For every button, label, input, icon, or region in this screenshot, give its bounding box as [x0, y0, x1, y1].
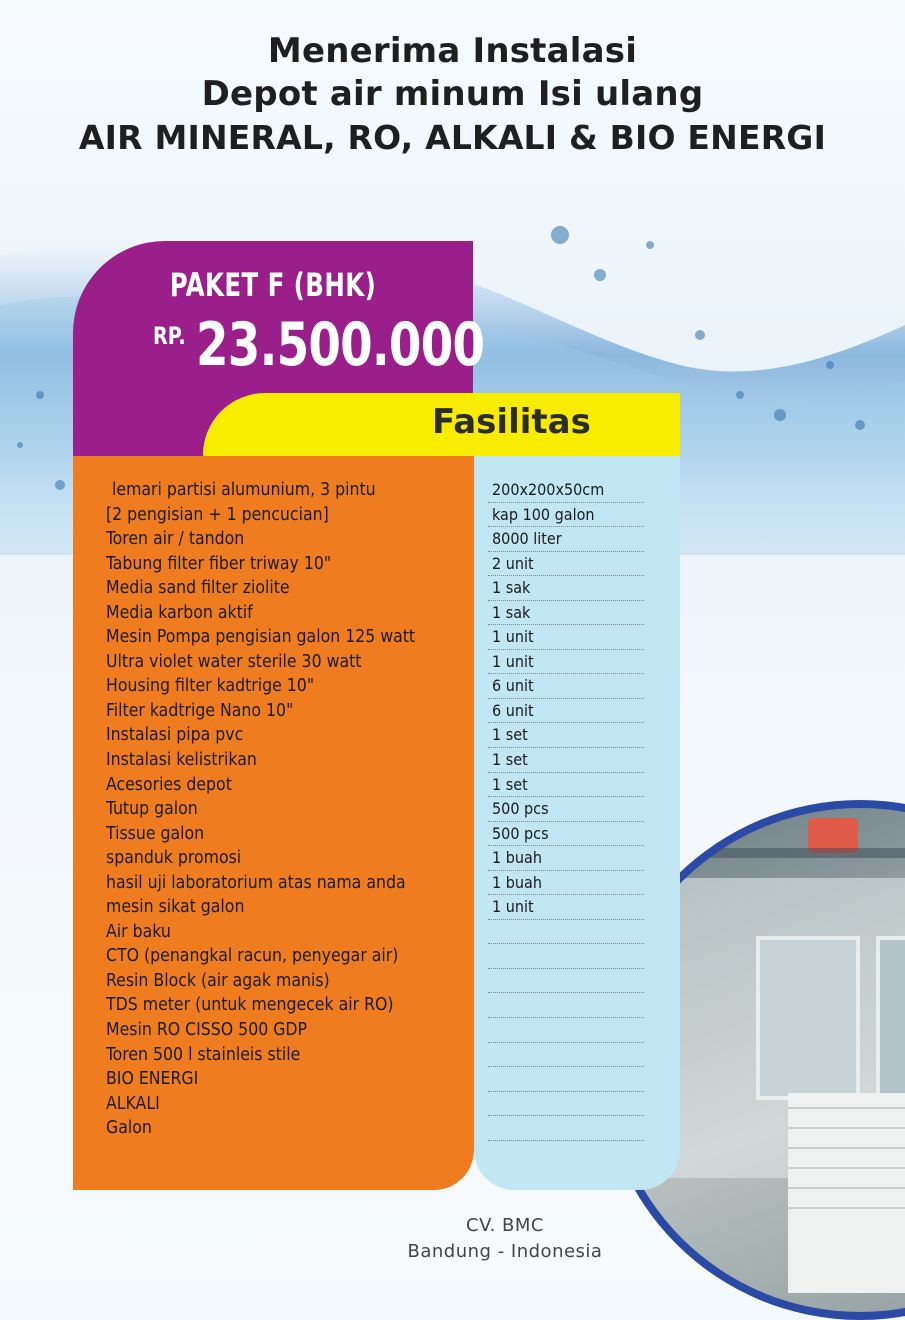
- facility-item-value: [488, 1043, 644, 1068]
- facility-item-value: 500 pcs: [488, 822, 644, 847]
- price-prefix: RP.: [153, 322, 186, 350]
- facility-item-value: 1 unit: [488, 895, 644, 920]
- facility-item-value: 6 unit: [488, 674, 644, 699]
- facility-item-value: 1 set: [488, 723, 644, 748]
- footer-company: CV. BMC: [466, 1215, 544, 1236]
- footer-location: Bandung - Indonesia: [407, 1241, 603, 1262]
- facility-item-name: Media karbon aktif: [106, 602, 253, 623]
- page-title: [0, 30, 905, 159]
- package-price: 23.500.000: [196, 310, 485, 380]
- facility-item-value: 1 set: [488, 773, 644, 798]
- facility-item-name: Resin Block (air agak manis): [106, 970, 330, 991]
- facility-item-value: 1 unit: [488, 650, 644, 675]
- title-line-1: Menerima Instalasi: [267, 31, 638, 71]
- facility-item-value: [488, 993, 644, 1018]
- facility-item-name: Filter kadtrige Nano 10": [106, 700, 294, 721]
- facility-item-value: 1 buah: [488, 871, 644, 896]
- facility-item-name: Ultra violet water sterile 30 watt: [106, 651, 362, 672]
- facility-item-name: Media sand filter ziolite: [106, 578, 290, 599]
- facility-item-value: [488, 969, 644, 994]
- facility-item-name: Mesin Pompa pengisian galon 125 watt: [106, 627, 416, 648]
- facility-item-name: Mesin RO CISSO 500 GDP: [106, 1020, 308, 1041]
- facility-item-value: 6 unit: [488, 699, 644, 724]
- facility-item-value: 1 sak: [488, 576, 644, 601]
- facility-item-value: 2 unit: [488, 552, 644, 577]
- title-line-2: Depot air minum Isi ulang: [201, 74, 704, 114]
- facility-item-name: TDS meter (untuk mengecek air RO): [106, 995, 394, 1016]
- facility-item-name: Toren air / tandon: [106, 529, 245, 550]
- facility-item-value: 1 set: [488, 748, 644, 773]
- facility-item-value: [488, 1067, 644, 1092]
- facility-item-name: Tabung filter fiber triway 10": [106, 553, 332, 574]
- facility-item-value: 200x200x50cm: [488, 478, 644, 503]
- facility-item-value: [488, 944, 644, 969]
- package-name: PAKET F (BHK): [169, 266, 377, 304]
- facility-item-value: kap 100 galon: [488, 503, 644, 528]
- facility-item-value: [488, 920, 644, 945]
- facility-item-name: Instalasi kelistrikan: [106, 750, 257, 771]
- facility-item-name: Acesories depot: [106, 774, 232, 795]
- facility-item-name: lemari partisi alumunium, 3 pintu: [112, 480, 376, 500]
- facility-item-name: Housing filter kadtrige 10": [106, 676, 315, 697]
- facility-item-name: spanduk promosi: [106, 848, 242, 869]
- title-line-3: AIR MINERAL, RO, ALKALI & BIO ENERGI: [78, 118, 827, 157]
- facility-item-value: 8000 liter: [488, 527, 644, 552]
- facility-item-name: Toren 500 l stainleis stile: [106, 1044, 301, 1065]
- facility-item-value: [488, 1092, 644, 1117]
- facility-item-value: 1 unit: [488, 625, 644, 650]
- facility-item-name: mesin sikat galon: [106, 897, 245, 918]
- facility-item-value: [488, 1116, 644, 1141]
- facility-item-name: Instalasi pipa pvc: [106, 725, 244, 746]
- facility-item-name: Air baku: [106, 921, 171, 942]
- facilities-values: [488, 478, 644, 1141]
- facility-item-name: [2 pengisian + 1 pencucian]: [106, 504, 329, 525]
- facility-item-name: Tutup galon: [106, 799, 198, 820]
- facility-item-name: CTO (penangkal racun, penyegar air): [106, 946, 399, 967]
- facilities-items: [106, 478, 415, 1141]
- facility-item-value: 500 pcs: [488, 797, 644, 822]
- facility-item-name: Galon: [106, 1118, 152, 1139]
- facility-item-name: Tissue galon: [106, 823, 205, 844]
- facility-item-value: [488, 1018, 644, 1043]
- facility-item-value: 1 buah: [488, 846, 644, 871]
- facility-item-name: BIO ENERGI: [106, 1069, 199, 1090]
- facility-item-value: 1 sak: [488, 601, 644, 626]
- facility-item-name: hasil uji laboratorium atas nama anda: [106, 872, 406, 893]
- facility-item-name: ALKALI: [106, 1093, 160, 1114]
- facilities-heading: Fasilitas: [432, 402, 591, 442]
